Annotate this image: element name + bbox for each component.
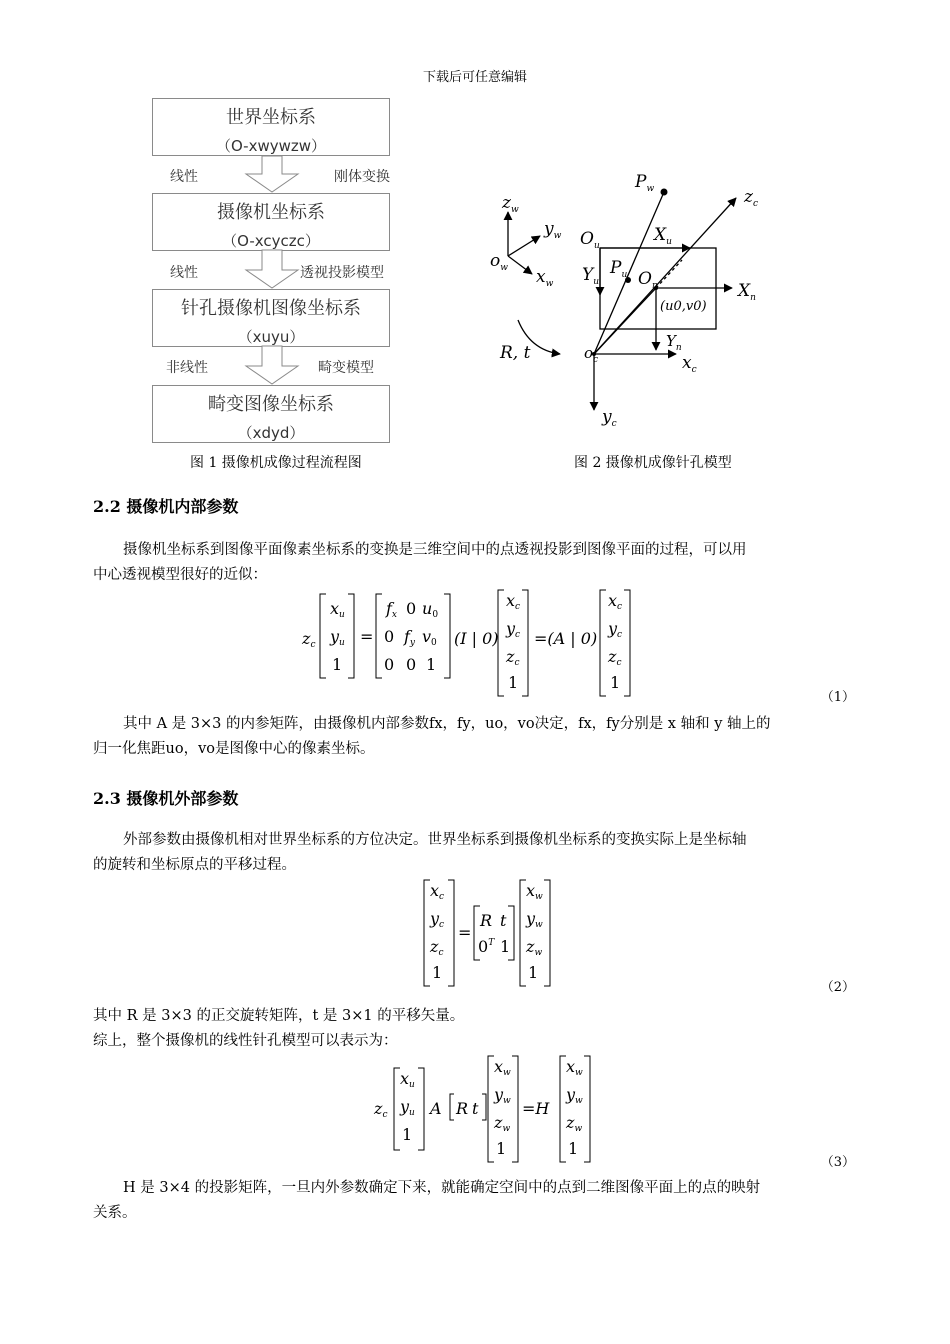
flow-label-left: 非线性 (166, 360, 208, 376)
flow-box-title: 摄像机坐标系 (217, 202, 325, 223)
equation-1 (296, 588, 636, 702)
svg-text:xc: xc (430, 881, 445, 902)
flow-box-title: 世界坐标系 (226, 107, 316, 128)
equation-number: （3） (820, 1155, 855, 1170)
svg-text:1: 1 (528, 963, 539, 982)
svg-text:0T: $0^T$ (478, 937, 495, 956)
equation-2 (420, 876, 560, 992)
label-uv: (u0,v0) (660, 299, 707, 314)
label-xc: $x_c$ (682, 353, 697, 375)
svg-text:xu: xu (330, 599, 345, 620)
label-yw: $y_w$ (544, 219, 562, 241)
text-line: 关系。 (93, 1205, 137, 1221)
svg-text:A: A (430, 1099, 442, 1118)
label-xw: $x_w$ (536, 267, 554, 289)
pinhole-diagram (470, 160, 790, 440)
svg-text:0: 0 (384, 655, 395, 674)
svg-text:zc: zc (430, 937, 444, 958)
equation-number: （2） (820, 980, 855, 995)
label-ow: $o_w$ (490, 251, 508, 273)
label-rt: R, t (500, 343, 531, 363)
label-yu: $Y_u$ (582, 265, 600, 287)
text-line: 其中 A 是 3×3 的内参矩阵，由摄像机内部参数fx，fy，uo，vo决定，fx，fy分别是 x 轴和 y 轴上的 (123, 716, 771, 732)
svg-text:0: 0 (384, 627, 395, 646)
flow-arrow-3 (246, 346, 298, 384)
svg-text:R: R (456, 1099, 469, 1118)
svg-text:zc: zc (608, 647, 622, 668)
svg-text:R: R (480, 911, 493, 930)
svg-text:zw: zw (526, 937, 543, 958)
section-heading: 2.2 摄像机内部参数 (93, 497, 239, 516)
svg-text:yu: yu (330, 627, 345, 648)
text-line: 归一化焦距uo，vo是图像中心的像素坐标。 (93, 741, 375, 757)
svg-text:=(A | 0): =(A | 0) (534, 629, 598, 648)
svg-text:1: 1 (568, 1139, 579, 1158)
svg-text:=: = (458, 923, 472, 942)
svg-text:0: 0 (406, 599, 417, 618)
label-pw: $P_w$ (635, 172, 655, 194)
text-line: 中心透视模型很好的近似： (93, 567, 267, 583)
flow-box-world (152, 98, 390, 156)
svg-text:yw: yw (566, 1085, 583, 1106)
svg-text:xw: xw (494, 1057, 511, 1078)
svg-text:xc: xc (608, 591, 623, 612)
projection-ray (594, 192, 664, 354)
svg-text:=H: =H (522, 1099, 550, 1118)
text-line: 摄像机坐标系到图像平面像素坐标系的变换是三维空间中的点透视投影到图像平面的过程，可以用 (123, 542, 747, 558)
flow-box-sub: （xuyu） (237, 328, 305, 346)
label-zw: $z_w$ (502, 193, 519, 215)
svg-text:1: 1 (500, 937, 511, 956)
svg-text:1: 1 (508, 673, 519, 692)
axis-yw (508, 236, 540, 256)
svg-text:zw: zw (566, 1113, 583, 1134)
svg-text:yc: yc (506, 619, 521, 640)
svg-text:v0: v0 (422, 627, 437, 648)
dashed-line (656, 260, 682, 288)
flow-box-sub: （O-xwywzw） (215, 137, 327, 155)
svg-text:xc: xc (506, 591, 521, 612)
flow-box-title: 畸变图像坐标系 (208, 394, 334, 415)
svg-text:1: 1 (332, 655, 343, 674)
svg-text:1: 1 (426, 655, 437, 674)
svg-text:xw: xw (566, 1057, 583, 1078)
label-xn: $X_n$ (738, 281, 756, 303)
svg-text:1: 1 (496, 1139, 507, 1158)
svg-text:0: 0 (406, 655, 417, 674)
paragraph (93, 1004, 859, 1054)
svg-text:yc: yc (430, 909, 445, 930)
flow-box-sub: （xdyd） (237, 424, 305, 442)
svg-text:yu: yu (400, 1097, 415, 1118)
svg-text:zc: zc (374, 1099, 388, 1120)
paragraph (93, 712, 859, 762)
svg-text:zc: zc (302, 629, 316, 650)
page-header: 下载后可任意编辑 (422, 70, 527, 85)
label-xu: $X_u$ (654, 225, 672, 247)
equation-3 (372, 1054, 602, 1166)
svg-text:1: 1 (432, 963, 443, 982)
svg-text:1: 1 (402, 1125, 413, 1144)
svg-text:yw: yw (494, 1085, 511, 1106)
svg-text:t: t (500, 911, 507, 930)
svg-text:=: = (360, 627, 374, 646)
text-line: 外部参数由摄像机相对世界坐标系的方位决定。世界坐标系到摄像机坐标系的变换实际上是坐标轴 (123, 832, 747, 848)
section-heading: 2.3 摄像机外部参数 (93, 789, 239, 808)
label-on: $O_n$ (638, 269, 658, 291)
svg-text:fy: fy (404, 627, 416, 648)
optical-center-line (594, 288, 656, 354)
svg-text:fx: fx (386, 599, 397, 620)
flow-label-right: 透视投影模型 (300, 265, 384, 281)
paragraph (93, 1176, 859, 1226)
svg-text:yw: yw (526, 909, 543, 930)
svg-text:1: 1 (610, 673, 621, 692)
flow-arrow-2 (246, 250, 298, 288)
label-yc: $y_c$ (602, 407, 617, 429)
text-line: 其中 R 是 3×3 的正交旋转矩阵，t 是 3×1 的平移矢量。 (93, 1008, 465, 1024)
svg-text:zw: zw (494, 1113, 511, 1134)
flow-box-title: 针孔摄像机图像坐标系 (181, 298, 361, 319)
text-line: H 是 3×4 的投影矩阵，一旦内外参数确定下来，就能确定空间中的点到二维图像平面上的点的映射 (123, 1180, 761, 1196)
flow-label-left: 线性 (170, 265, 198, 281)
figure-2-caption: 图 2 摄像机成像针孔模型 (574, 455, 732, 471)
flow-label-right: 畸变模型 (318, 360, 374, 376)
label-yn: $Y_n$ (666, 332, 682, 353)
svg-text:xu: xu (400, 1069, 415, 1090)
paragraph (93, 538, 859, 588)
label-zc: $z_c$ (744, 187, 759, 209)
svg-text:u0: u0 (422, 599, 439, 620)
svg-text:(I | 0): (I | 0) (454, 629, 499, 648)
paragraph (93, 828, 859, 878)
point-pw (661, 189, 668, 196)
text-line: 综上，整个摄像机的线性针孔模型可以表示为： (93, 1033, 398, 1049)
flow-label-left: 线性 (170, 169, 198, 185)
svg-text:xw: xw (526, 881, 543, 902)
svg-text:t: t (472, 1099, 479, 1118)
axis-xw (508, 256, 532, 274)
label-ou: $O_u$ (580, 229, 600, 251)
figure-1-caption: 图 1 摄像机成像过程流程图 (190, 455, 362, 471)
svg-text:yc: yc (608, 619, 623, 640)
flow-label-right: 刚体变换 (334, 169, 390, 185)
equation-number: （1） (820, 690, 855, 705)
flow-arrow-1 (246, 156, 298, 192)
label-pu: $P_u$ (610, 258, 628, 280)
svg-text:zc: zc (506, 647, 520, 668)
text-line: 的旋转和坐标原点的平移过程。 (93, 857, 296, 873)
flow-box-sub: （O-xcyczc） (222, 232, 320, 250)
label-oc: $o_c$ (584, 344, 599, 365)
